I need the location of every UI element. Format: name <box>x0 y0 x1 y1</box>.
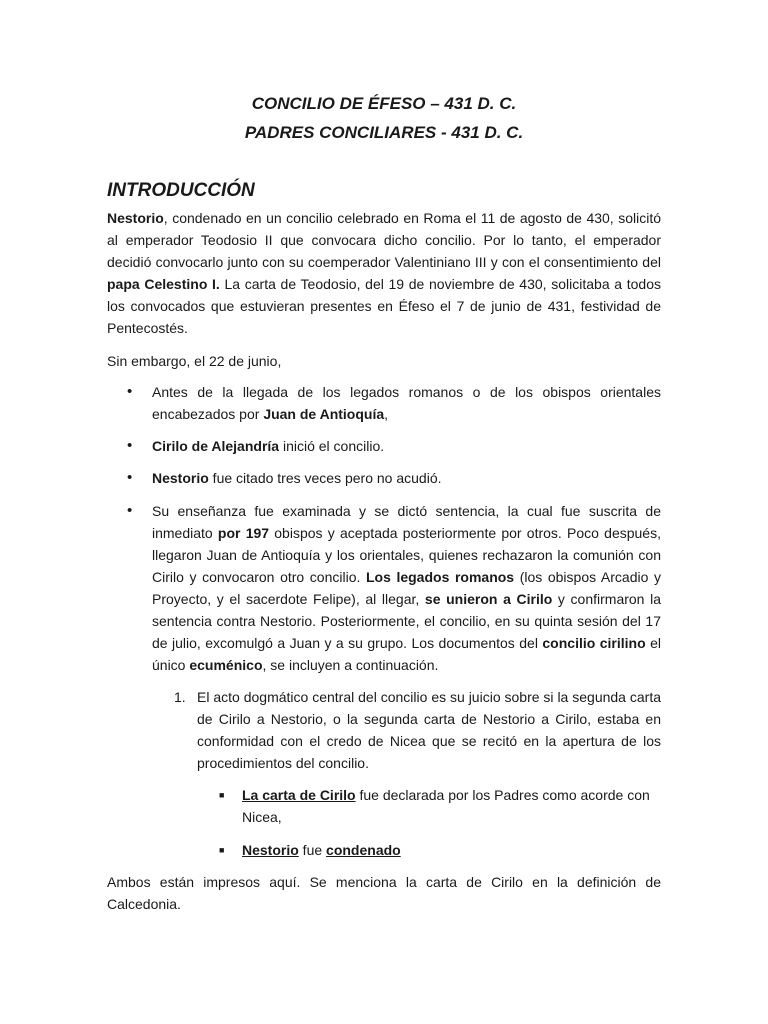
bold-term: se unieron a Cirilo <box>424 591 553 607</box>
bullet-marker: • <box>127 502 133 519</box>
text-run: Su enseñanza fue examinada y se dictó sentencia, la cual fue suscrita de inmediato <box>152 503 661 541</box>
list-number: 1. <box>174 689 186 705</box>
text-run: , se incluyen a continuación. <box>262 657 439 673</box>
underlined-term: condenado <box>326 842 401 858</box>
bullet-item <box>152 435 661 457</box>
bullet-marker: • <box>127 469 133 486</box>
sin-embargo-paragraph: Sin embargo, el 22 de junio, <box>107 353 282 369</box>
intro-paragraph <box>107 207 661 339</box>
numbered-item: El acto dogmático central del concilio es su juicio sobre si la segunda carta de Cirilo a Nestorio, o la segunda carta de Nestorio a Cirilo, estaba en conformidad con el credo de Nicea que se recitó en la apertura de los procedimientos del concilio. <box>197 689 661 771</box>
bold-term: concilio cirilino <box>542 635 646 651</box>
bold-term: por 197 <box>217 525 270 541</box>
bullet-marker: • <box>127 383 133 400</box>
bold-term: papa Celestino I. <box>107 276 220 292</box>
bullet-item <box>152 381 661 425</box>
text-run: , <box>384 406 389 422</box>
document-subtitle: PADRES CONCILIARES - 431 D. C. <box>244 123 524 142</box>
bold-term: Nestorio <box>107 210 164 226</box>
closing-paragraph: Ambos están impresos aquí. Se menciona la carta de Cirilo en la definición de Calcedonia. <box>107 874 661 912</box>
bold-term: Cirilo de Alejandría <box>152 438 280 454</box>
text-run: fue <box>298 842 327 858</box>
text-run: el único <box>152 635 661 673</box>
square-bullet-marker: ■ <box>219 790 225 800</box>
text-run: inició el concilio. <box>279 438 385 454</box>
bullet-item <box>152 500 661 676</box>
sub-bullet-item <box>242 839 662 861</box>
text-run: obispos y aceptada posteriormente por otros. Poco después, llegaron Juan de Antioquía y los orientales, quienes rechazaron la comunión con Cirilo y convocaron otro concilio. <box>152 525 661 585</box>
bullet-item <box>152 467 661 489</box>
underlined-term: La carta de Cirilo <box>242 787 356 803</box>
text-run: y confirmaron la sentencia contra Nestorio. Posteriormente, el concilio, en su quinta sesión del 17 de julio, excomulgó a Juan y a su grupo. Los documentos del <box>152 591 661 651</box>
text-run: La carta de Teodosio, del 19 de noviembre de 430, solicitaba a todos los convocados que estuvieran presentes en Éfeso el 7 de junio de 431, festividad de Pentecostés. <box>107 276 661 336</box>
square-bullet-marker: ■ <box>219 845 225 855</box>
underlined-term: Nestorio <box>242 842 299 858</box>
bullet-marker: • <box>127 437 133 454</box>
bold-term: Juan de Antioquía <box>263 406 385 422</box>
text-run: fue declarada por los Padres como acorde con Nicea, <box>242 787 650 825</box>
section-heading-introduccion: INTRODUCCIÓN <box>107 180 255 201</box>
document-title: CONCILIO DE ÉFESO – 431 D. C. <box>251 94 517 113</box>
text-run: (los obispos Arcadio y Proyecto, y el sacerdote Felipe), al llegar, <box>152 569 661 607</box>
text-run: Antes de la llegada de los legados romanos o de los obispos orientales encabezados por <box>152 384 661 422</box>
bold-term: Nestorio <box>152 470 209 486</box>
sub-bullet-item <box>242 784 662 828</box>
text-run: fue citado tres veces pero no acudió. <box>208 470 442 486</box>
text-run: , condenado en un concilio celebrado en Roma el 11 de agosto de 430, solicitó al emperador Teodosio II que convocara dicho concilio. Por lo tanto, el emperador decidió convocarlo junto con su coemperador Valentiniano III y con el consentimiento del <box>107 210 661 270</box>
bold-term: Los legados romanos <box>365 569 515 585</box>
bold-term: ecuménico <box>189 657 263 673</box>
